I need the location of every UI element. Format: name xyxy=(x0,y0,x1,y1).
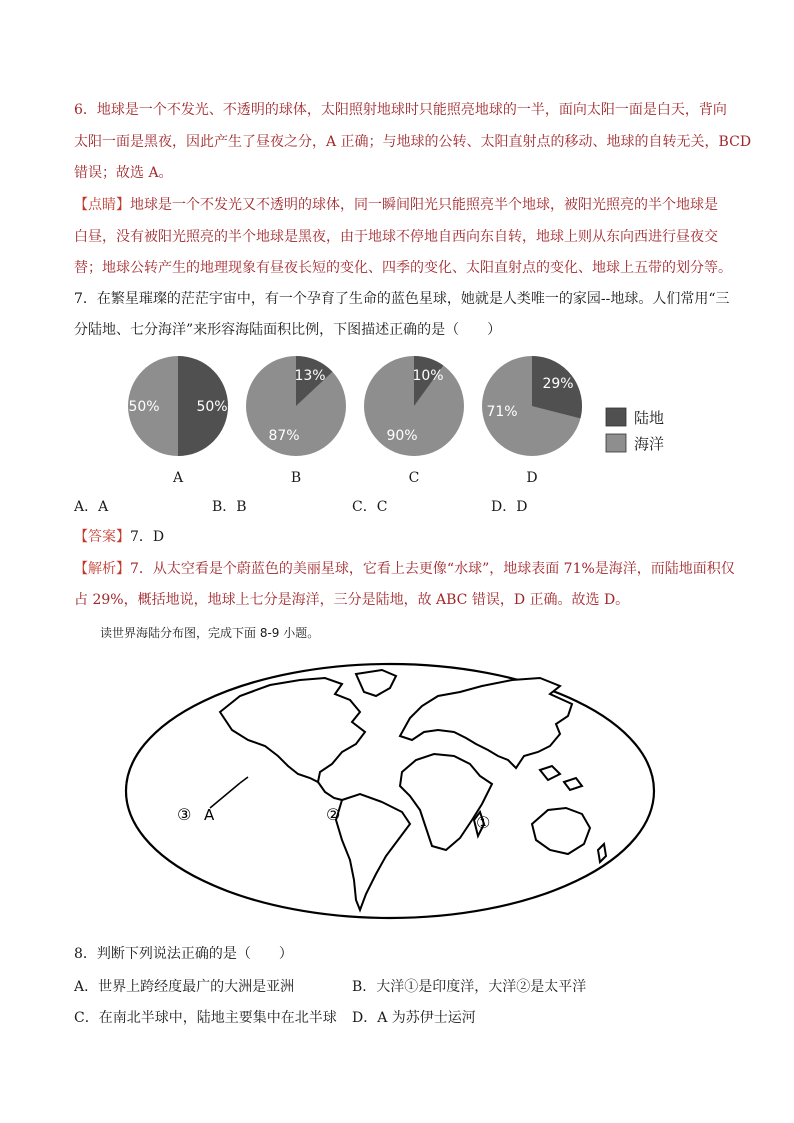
map-caption: 读世界海陆分布图，完成下面 8-9 小题。 xyxy=(100,626,320,640)
legend-label: 海洋 xyxy=(634,435,665,453)
world-map xyxy=(120,660,660,922)
pie-label-ocean: 90% xyxy=(386,428,418,444)
q8-option-d: D．A 为苏伊士运河 xyxy=(352,1010,476,1026)
q6-line-1: 6．地球是一个不发光、不透明的球体，太阳照射地球时只能照亮地球的一半，面向太阳一面是白天，背向 xyxy=(74,102,727,118)
q7-option-b: B．B xyxy=(212,499,247,515)
map-label-ocean1: ① xyxy=(476,813,491,832)
legend-label: 陆地 xyxy=(634,409,665,427)
q6-line-3: 错误；故选 A。 xyxy=(74,165,173,181)
pie-caption: D xyxy=(526,470,538,486)
map-label-ocean2: ② xyxy=(326,805,341,824)
q7-option-a: A．A xyxy=(74,499,109,515)
q7-line-2: 分陆地、七分海洋”来形容海陆面积比例，下图描述正确的是（ ） xyxy=(74,322,502,338)
analysis-line-1 xyxy=(74,559,735,579)
pie-label-land: 13% xyxy=(294,368,326,384)
answer-line xyxy=(74,527,164,547)
legend-swatch xyxy=(606,408,626,426)
q8-option-c: C．在南北半球中，陆地主要集中在北半球 xyxy=(74,1010,337,1026)
dianjing-text-1: 地球是一个不发光又不透明的球体，同一瞬间阳光只能照亮半个地球，被阳光照亮的半个地球是 xyxy=(130,197,718,213)
answer-tag: 【答案】 xyxy=(74,529,130,545)
map-label-a: A xyxy=(204,806,215,824)
legend-swatch xyxy=(606,434,626,452)
map-outline xyxy=(126,664,654,918)
q8-option-a: A．世界上跨经度最广的大洲是亚洲 xyxy=(74,979,295,995)
pie-a xyxy=(128,356,228,486)
pie-b xyxy=(246,356,346,486)
dianjing-tag: 【点睛】 xyxy=(74,197,130,213)
dianjing-line-3: 替；地球公转产生的地理现象有昼夜长短的变化、四季的变化、太阳直射点的变化、地球上五带的划分等。 xyxy=(74,260,732,276)
pie-label-land: 50% xyxy=(196,399,228,415)
dianjing-line-2: 白昼，没有被阳光照亮的半个地球是黑夜，由于地球不停地自西向东自转，地球上则从东向西进行昼夜交 xyxy=(74,229,718,245)
q7-option-c: C．C xyxy=(352,499,388,515)
pie-label-land: 10% xyxy=(412,368,444,384)
q7-option-d: D．D xyxy=(491,499,528,515)
answer-text: 7．D xyxy=(130,529,165,545)
analysis-text-1: 7．从太空看是个蔚蓝色的美丽星球，它看上去更像“水球”，地球表面 71%是海洋，而陆地面积仅 xyxy=(130,561,735,577)
pie-label-ocean: 71% xyxy=(486,404,518,420)
pie-label-ocean: 87% xyxy=(268,428,300,444)
analysis-line-2: 占 29%，概括地说，地球上七分是海洋，三分是陆地，故 ABC 错误，D 正确。故选 D。 xyxy=(74,592,630,608)
analysis-tag: 【解析】 xyxy=(74,561,130,577)
pie-label-land: 29% xyxy=(542,376,574,392)
pie-caption: B xyxy=(290,470,302,486)
pie-caption: A xyxy=(172,470,184,486)
pie-c xyxy=(364,356,464,486)
pie-charts xyxy=(120,348,680,488)
q6-line-2: 太阳一面是黑夜，因此产生了昼夜之分，A 正确；与地球的公转、太阳直射点的移动、地球的自转无关，BCD xyxy=(74,134,752,150)
q8-option-b: B．大洋①是印度洋，大洋②是太平洋 xyxy=(352,979,587,995)
dianjing-line-1 xyxy=(74,195,718,215)
q8-stem: 8．判断下列说法正确的是（ ） xyxy=(74,946,293,962)
pie-d xyxy=(482,356,582,486)
q7-line-1: 7．在繁星璀璨的茫茫宇宙中，有一个孕育了生命的蓝色星球，她就是人类唯一的家园--地球。人们常用“三 xyxy=(74,291,730,307)
pie-label-ocean: 50% xyxy=(128,399,160,415)
map-label-ocean3: ③ xyxy=(177,805,192,824)
pie-caption: C xyxy=(408,470,420,486)
